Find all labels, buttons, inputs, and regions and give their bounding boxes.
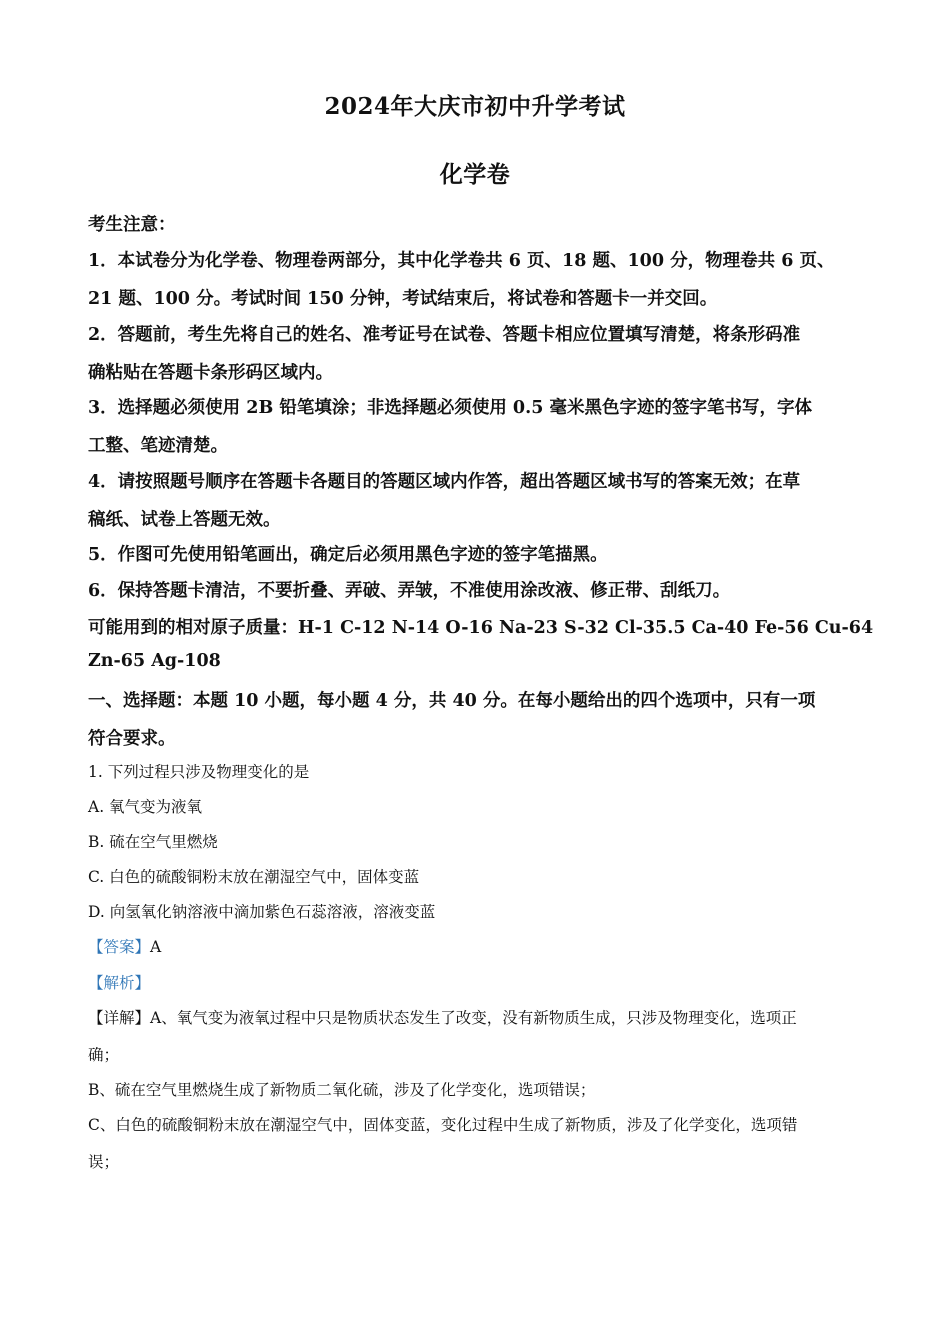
notice-line: 稿纸、试卷上答题无效。 <box>88 510 281 530</box>
detail-line: 误； <box>88 1153 120 1171</box>
notice-line: 4．请按照题号顺序在答题卡各题目的答题区域内作答，超出答题区域书写的答案无效；在草 <box>88 472 801 492</box>
notice-line: 2．答题前，考生先将自己的姓名、准考证号在试卷、答题卡相应位置填写清楚，将条形码准 <box>88 325 801 345</box>
notice-line: 5．作图可先使用铅笔画出，确定后必须用黑色字迹的签字笔描黑。 <box>88 545 608 565</box>
exam-subtitle: 化学卷 <box>439 161 511 188</box>
atomic-mass-line: 可能用到的相对原子质量：H-1 C-12 N-14 O-16 Na-23 S-32 Cl-35.5 Ca-40 Fe-56 Cu-64 <box>88 618 874 638</box>
detail-line: 确； <box>88 1046 120 1064</box>
option-c: C. 白色的硫酸铜粉末放在潮湿空气中，固体变蓝 <box>88 868 420 886</box>
notice-line: 3．选择题必须使用 2B 铅笔填涂；非选择题必须使用 0.5 毫米黑色字迹的签字笔书写，字体 <box>88 398 812 418</box>
analysis-tag: 【解析】 <box>88 974 151 992</box>
option-b: B. 硫在空气里燃烧 <box>88 833 218 851</box>
atomic-mass-line: Zn-65 Ag-108 <box>88 651 221 671</box>
answer-value: A <box>150 938 162 956</box>
section-heading: 一、选择题：本题 10 小题，每小题 4 分，共 40 分。在每小题给出的四个选项中，只有一项 <box>88 691 816 711</box>
notice-line: 工整、笔迹清楚。 <box>88 436 228 456</box>
notice-line: 6．保持答题卡清洁，不要折叠、弄破、弄皱，不准使用涂改液、修正带、刮纸刀。 <box>88 581 731 601</box>
detail-line: 【详解】A、氧气变为液氧过程中只是物质状态发生了改变，没有新物质生成，只涉及物理变化，选项正 <box>88 1009 797 1027</box>
notice-line: 1．本试卷分为化学卷、物理卷两部分，其中化学卷共 6 页、18 题、100 分，物理卷共 6 页、 <box>88 251 835 271</box>
exam-title: 2024年大庆市初中升学考试 <box>324 93 626 120</box>
answer-line <box>88 935 161 957</box>
notice-line: 21 题、100 分。考试时间 150 分钟，考试结束后，将试卷和答题卡一并交回。 <box>88 289 718 309</box>
option-a: A. 氧气变为液氧 <box>88 798 203 816</box>
question-stem: 1. 下列过程只涉及物理变化的是 <box>88 763 310 781</box>
detail-line: C、白色的硫酸铜粉末放在潮湿空气中，固体变蓝，变化过程中生成了新物质，涉及了化学变化，选项错 <box>88 1116 798 1134</box>
detail-line: B、硫在空气里燃烧生成了新物质二氧化硫，涉及了化学变化，选项错误； <box>88 1081 596 1099</box>
notice-line: 确粘贴在答题卡条形码区域内。 <box>88 363 333 383</box>
notice-heading: 考生注意： <box>88 215 176 235</box>
section-heading: 符合要求。 <box>88 729 176 749</box>
option-d: D. 向氢氧化钠溶液中滴加紫色石蕊溶液，溶液变蓝 <box>88 903 436 921</box>
answer-tag: 【答案】 <box>88 938 151 956</box>
